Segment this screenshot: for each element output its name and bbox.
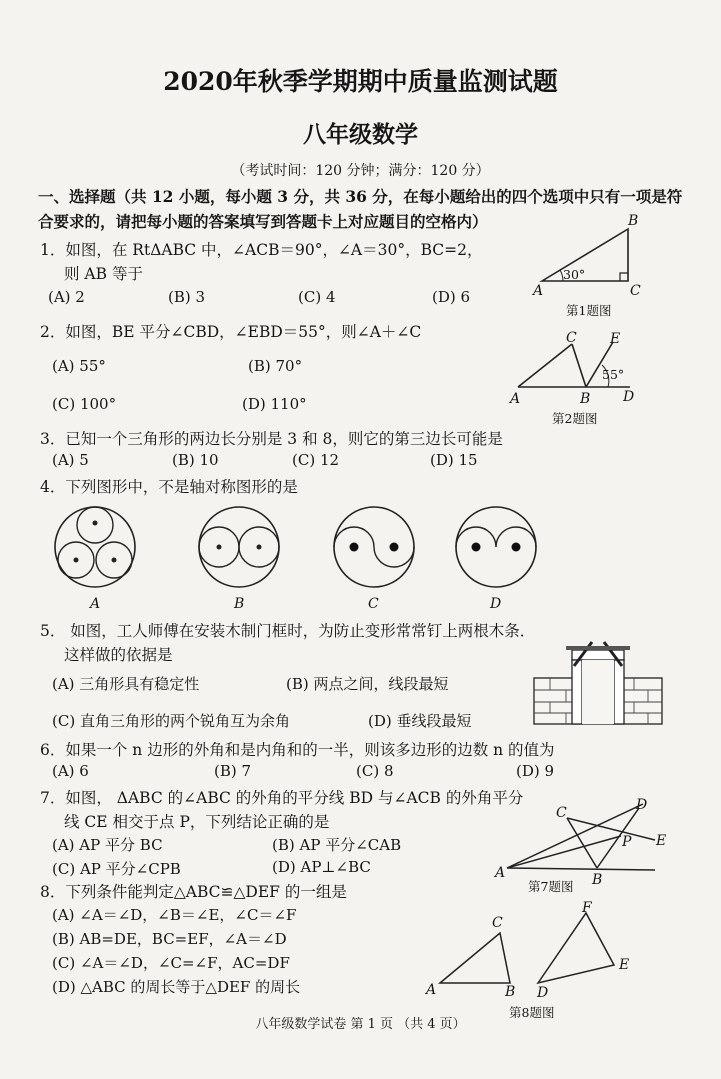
q4-label-b: B [234,596,245,612]
exam-note: （考试时间：120 分钟；满分：120 分） [231,163,490,179]
q3-option-c: (C) 12 [292,451,340,469]
q7-option-d: (D) AP⊥∠BC [272,858,371,876]
q8-label-e: E [619,957,630,973]
q1-label-c: C [630,283,641,299]
q2-option-d: (D) 110° [242,395,307,413]
q6-option-d: (D) 9 [516,762,555,780]
q8-label-b: B [505,984,516,1000]
q8-option-c: (C) ∠A＝∠D，∠C=∠F，AC=DF [52,954,290,972]
q1-option-a: (A) 2 [48,288,85,306]
q2-option-c: (C) 100° [52,395,117,413]
q5-line1: 5． 如图，工人师傅在安装木制门框时，为防止变形常常钉上两根木条． [40,622,536,640]
q2-label-a: A [510,391,521,407]
q7-label-a: A [495,865,506,881]
q2-angle: 55° [602,367,625,382]
q5-line2: 这样做的依据是 [64,646,173,664]
q1-option-b: (B) 3 [168,288,206,306]
q2-caption: 第2题图 [552,411,598,426]
q5-option-a: (A) 三角形具有稳定性 [52,675,200,693]
q7-line2: 线 CE 相交于点 P，下列结论正确的是 [64,813,330,831]
q1-figure [530,215,640,315]
page-footer: 八年级数学试卷 第 1 页 （共 4 页） [255,1017,466,1032]
q5-door-figure [530,636,666,728]
q2-label-b: B [580,391,591,407]
q1-angle: 30° [563,267,586,282]
q6-option-b: (B) 7 [214,762,252,780]
q7-caption: 第7题图 [528,879,574,894]
q1-option-d: (D) 6 [432,288,471,306]
q1-option-c: (C) 4 [298,288,336,306]
q3-option-a: (A) 5 [52,451,89,469]
q7-option-b: (B) AP 平分∠CAB [272,836,402,854]
q7-figure [505,800,655,880]
q6-text: 6．如果一个 n 边形的外角和是内角和的一半，则该多边形的边数 n 的值为 [40,741,555,759]
q4-figure-b [197,503,281,591]
q5-option-d: (D) 垂线段最短 [368,712,472,730]
page-subtitle: 八年级数学 [303,121,418,148]
q7-label-b: B [592,872,603,888]
q8-caption: 第8题图 [509,1005,555,1020]
q8-figure [430,905,630,995]
q2-text: 2．如图，BE 平分∠CBD，∠EBD＝55°，则∠A＋∠C [40,323,422,341]
q5-option-c: (C) 直角三角形的两个锐角互为余角 [52,712,290,730]
q8-label-f: F [582,900,592,916]
q2-label-e: E [610,331,621,347]
q2-option-b: (B) 70° [248,357,303,375]
q7-option-a: (A) AP 平分 BC [52,836,163,854]
q4-figure-a [54,503,136,591]
q1-label-a: A [533,283,544,299]
q4-label-d: D [490,596,502,612]
q8-option-a: (A) ∠A＝∠D，∠B＝∠E，∠C＝∠F [52,906,297,924]
q7-option-c: (C) AP 平分∠CPB [52,860,181,878]
q7-label-e: E [656,833,667,849]
q1-line1: 1．如图，在 RtΔABC 中，∠ACB＝90°，∠A＝30°，BC=2， [40,241,483,259]
q4-figure-d [454,503,538,591]
q1-line2: 则 AB 等于 [64,265,143,283]
q3-text: 3．已知一个三角形的两边长分别是 3 和 8，则它的第三边长可能是 [40,430,503,448]
q8-label-d: D [537,985,549,1001]
q2-label-d: D [623,389,635,405]
q2-label-c: C [566,330,577,346]
q4-label-c: C [368,596,379,612]
q8-option-b: (B) AB=DE，BC=EF，∠A＝∠D [52,930,287,948]
q8-label-c: C [492,915,503,931]
q7-label-d: D [636,797,648,813]
q4-text: 4．下列图形中，不是轴对称图形的是 [40,478,298,496]
page-title: 2020年秋季学期期中质量监测试题 [163,67,558,96]
q6-option-a: (A) 6 [52,762,89,780]
q7-line1: 7．如图， ΔABC 的∠ABC 的外角的平分线 BD 与∠ACB 的外角平分 [40,789,524,807]
q3-option-b: (B) 10 [172,451,219,469]
q1-label-b: B [628,213,639,229]
q8-text: 8．下列条件能判定△ABC≌△DEF 的一组是 [40,883,347,901]
q3-option-d: (D) 15 [430,451,478,469]
q1-caption: 第1题图 [566,303,612,318]
q4-label-a: A [90,596,101,612]
q6-option-c: (C) 8 [356,762,394,780]
q8-option-d: (D) △ABC 的周长等于△DEF 的周长 [52,978,301,996]
q7-label-p: P [622,834,632,850]
q2-option-a: (A) 55° [52,357,106,375]
q4-figure-c [332,503,416,591]
q7-label-c: C [556,805,567,821]
section1-line2: 合要求的，请把每小题的答案填写到答题卡上对应题目的空格内） [38,212,488,231]
q8-label-a: A [426,982,437,998]
section1-line1: 一、选择题（共 12 小题，每小题 3 分，共 36 分，在每小题给出的四个选项中只有一项是符 [38,187,683,206]
q5-option-b: (B) 两点之间，线段最短 [286,675,449,693]
